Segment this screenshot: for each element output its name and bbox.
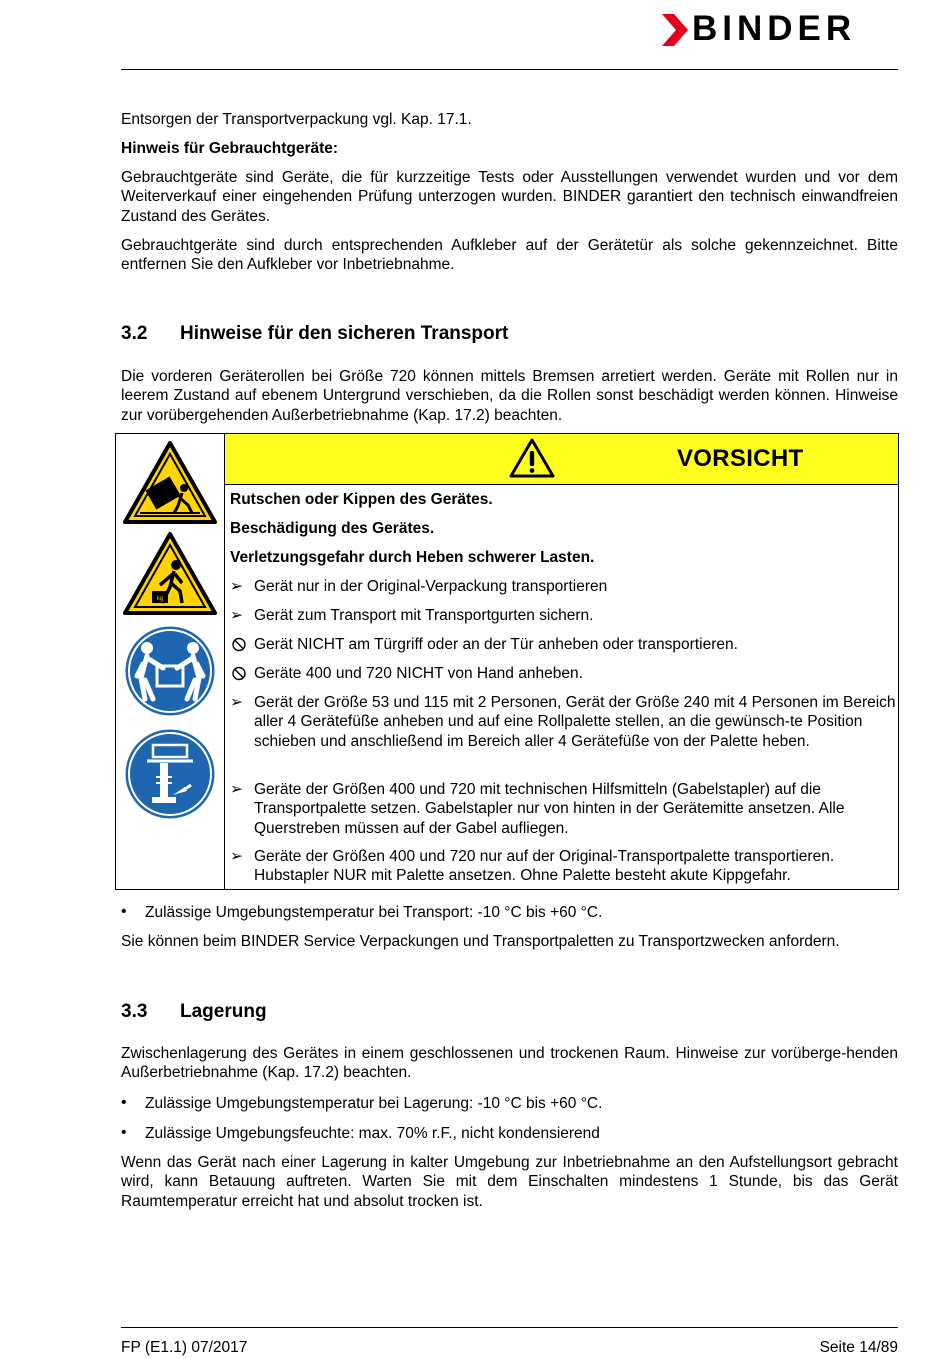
list-item [230, 780, 895, 838]
prohibition-icon [230, 637, 248, 652]
list-item-text: Geräte der Größen 400 und 720 mit technischen Hilfsmitteln (Gabelstapler) auf die Transportpalette setzen. Gabelstapler nur von hinten in der Gerätemitte ansetzen. Alle Querstreben müssen auf der Gabel aufliegen. [254, 781, 845, 837]
section-heading-storage [121, 1001, 267, 1023]
list-item-text: Geräte der Größen 400 und 720 nur auf der Original-Transportpalette transportieren. Hubstapler NUR mit Palette ansetzen. Ohne Palette besteht akute Kippgefahr. [254, 848, 835, 885]
brand-logo [660, 9, 900, 48]
footer-rule [121, 1327, 898, 1328]
transport-temperature-bullet [121, 903, 898, 923]
storage-humidity-bullet [121, 1124, 898, 1144]
hazard-slipping: Rutschen oder Kippen des Gerätes. [230, 491, 493, 508]
caution-header [225, 434, 898, 485]
signal-word: VORSICHT [677, 445, 804, 472]
storage-paragraph-2: Wenn das Gerät nach einer Lagerung in kalter Umgebung zur Inbetriebnahme an den Aufstellungsort gebracht wird, kann Betauung auftreten. Warten Sie mit dem Einschalten mindestens 1 Stunde, bis das Gerät Raumtemperatur erreicht hat und absolut trocken ist. [121, 1154, 898, 1210]
list-item-text: Gerät NICHT am Türgriff oder an der Tür anheben oder transportieren. [254, 636, 738, 653]
header-rule [121, 69, 898, 70]
svg-text:kg: kg [156, 596, 164, 602]
tipping-hazard-icon [122, 440, 218, 526]
hazard-heavy-lifting: Verletzungsgefahr durch Heben schwerer Lasten. [230, 549, 595, 566]
arrow-marker-icon: ➢ [230, 694, 243, 711]
section-number: 3.3 [121, 1001, 148, 1022]
footer-document-id: FP (E1.1) 07/2017 [121, 1339, 248, 1356]
used-devices-paragraph-2: Gebrauchtgeräte sind durch entsprechenden Aufkleber auf der Gerätetür als solche gekennzeichnet. Bitte entfernen Sie den Aufkleber vor Inbetriebnahme. [121, 237, 898, 274]
storage-temperature-bullet [121, 1094, 898, 1114]
bullet-text: Zulässige Umgebungsfeuchte: max. 70% r.F., nicht kondensierend [145, 1125, 600, 1142]
bullet-marker: • [121, 903, 127, 920]
bullet-text: Zulässige Umgebungstemperatur bei Transport: -10 °C bis +60 °C. [145, 904, 603, 921]
arrow-marker-icon: ➢ [230, 781, 243, 798]
footer-page-number: Seite 14/89 [819, 1339, 898, 1356]
section-heading-transport [121, 323, 508, 345]
service-paragraph: Sie können beim BINDER Service Verpackungen und Transportpaletten zu Transportzwecken anfordern. [121, 933, 840, 950]
prohibition-icon [230, 666, 248, 681]
list-item [230, 635, 895, 655]
list-item-text: Geräte 400 und 720 NICHT von Hand anheben. [254, 665, 583, 682]
brand-name: BINDER [692, 9, 857, 48]
list-item [230, 664, 895, 684]
list-item-text: Gerät zum Transport mit Transportgurten sichern. [254, 607, 594, 624]
section-title: Lagerung [180, 1001, 267, 1022]
hazard-damage: Beschädigung des Gerätes. [230, 520, 435, 537]
arrow-marker-icon: ➢ [230, 578, 243, 595]
section-title: Hinweise für den sicheren Transport [180, 323, 509, 344]
used-devices-paragraph-1: Gebrauchtgeräte sind Geräte, die für kurzzeitige Tests oder Ausstellungen verwendet wurden und vor dem Weiterverkauf einer eingehenden Prüfung unterzogen wurden. BINDER garantiert den technisch einwandfreien Zustand des Gerätes. [121, 169, 898, 225]
bullet-marker: • [121, 1124, 127, 1141]
caution-box-divider [224, 434, 225, 889]
list-item [230, 606, 895, 626]
list-item [230, 693, 895, 771]
warning-triangle-icon [508, 437, 556, 479]
storage-paragraph-1: Zwischenlagerung des Gerätes in einem geschlossenen und trockenen Raum. Hinweise zur vorüberge-henden Außerbetriebnahme (Kap. 17.2) beachten. [121, 1045, 898, 1082]
list-item [230, 847, 895, 887]
list-item-text: Gerät nur in der Original-Verpackung transportieren [254, 578, 608, 595]
list-item [230, 577, 895, 597]
disposal-text: Entsorgen der Transportverpackung vgl. Kap. 17.1. [121, 111, 472, 128]
section-number: 3.2 [121, 323, 148, 344]
lifting-aid-icon [123, 727, 217, 821]
bullet-text: Zulässige Umgebungstemperatur bei Lagerung: -10 °C bis +60 °C. [145, 1095, 603, 1112]
transport-paragraph: Die vorderen Geräterollen bei Größe 720 können mittels Bremsen arretiert werden. Geräte mit Rollen nur in leerem Zustand auf ebenem Untergrund verschieben, da die Rollen sonst beschädigt werden können. Hinweise zur vorübergehenden Außerbetriebnahme (Kap. 17.2) beachten. [121, 368, 898, 424]
arrow-marker-icon: ➢ [230, 607, 243, 624]
list-item-text: Gerät der Größe 53 und 115 mit 2 Personen, Gerät der Größe 240 mit 4 Personen im Bereich aller 4 Gerätefüße anheben und auf eine Rollpalette stellen, an die gewünsch-te Position schieben und anschließend im Bereich aller 4 Gerätefüße von der Palette heben. [254, 694, 896, 750]
bullet-marker: • [121, 1094, 127, 1111]
logo-arrow-icon [660, 14, 690, 46]
heavy-load-hazard-icon [122, 531, 218, 617]
arrow-marker-icon: ➢ [230, 848, 243, 865]
used-devices-title: Hinweis für Gebrauchtgeräte: [121, 140, 339, 157]
two-person-lift-icon [123, 624, 217, 718]
